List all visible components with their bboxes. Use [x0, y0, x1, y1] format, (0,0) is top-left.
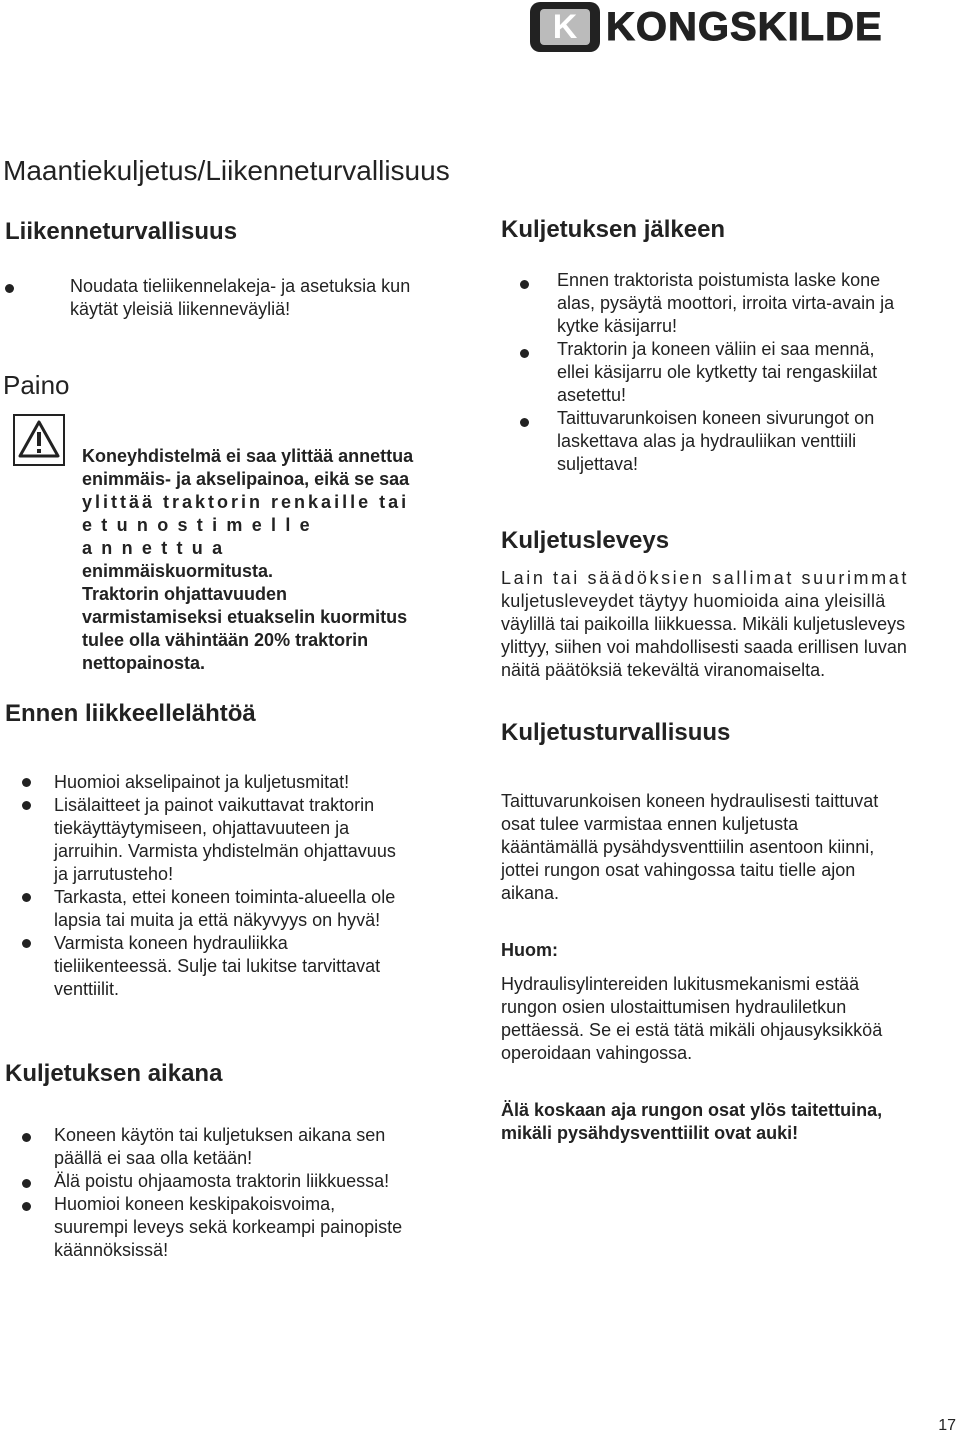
text-line: tiekäyttäytymiseen, ohjattavuuteen ja — [54, 818, 350, 838]
bullet-dot — [22, 778, 31, 787]
text-line: asetettu! — [557, 385, 627, 405]
text-line: lapsia tai muita ja että näkyvyys on hyvä! — [54, 910, 381, 930]
text-line: varmistamiseksi etuakselin kuormitus — [82, 607, 408, 627]
kongskilde-logo — [530, 2, 950, 52]
heading-paino: Paino — [3, 370, 70, 400]
list-item: Traktorin ja koneen väliin ei saa mennä, — [557, 339, 875, 359]
text-line: laskettava alas ja hydrauliikan venttiili — [557, 431, 857, 451]
text-line: käännöksissä! — [54, 1240, 169, 1260]
list-item: Taittuvarunkoisen koneen sivurungot on — [557, 408, 875, 428]
text-line — [82, 491, 457, 514]
text-line: käytät yleisiä liikenneväyliä! — [70, 299, 291, 319]
text-line: nettopainosta. — [82, 653, 206, 673]
heading-kuljetusturvallisuus: Kuljetusturvallisuus — [501, 719, 731, 746]
text-line: suljettava! — [557, 454, 639, 474]
bullet-dot — [520, 418, 529, 427]
text-line: kääntämällä pysähdysventtiilin asentoon kiinni, — [501, 837, 875, 857]
text-line: ellei käsijarru ole kytketty tai rengaskiilat — [557, 362, 878, 382]
text-line: Noudata tieliikennelakeja- ja asetuksia kun — [70, 276, 411, 296]
logo-mark — [530, 2, 600, 52]
weight-warning-text — [82, 445, 457, 675]
bullet-dot — [22, 1202, 31, 1211]
list-item — [70, 275, 410, 321]
transport-warning — [501, 1099, 882, 1145]
text-line: etunostimelle annettua — [82, 515, 319, 558]
text-line: tulee olla vähintään 20% traktorin — [82, 630, 369, 650]
text-line: Älä koskaan aja rungon osat ylös taitettuina, — [501, 1100, 883, 1120]
bullet-dot — [22, 1133, 31, 1142]
text-line: väylillä tai paikoilla liikkuessa. Mikäli kuljetusleveys — [501, 614, 906, 634]
text-line: kytke käsijarru! — [557, 316, 678, 336]
text-span: ylittää traktorin renkaille tai — [82, 492, 410, 512]
list — [557, 269, 894, 476]
heading-ennen-liikkeellelahtoa: Ennen liikkeellelähtöä — [5, 700, 256, 727]
text-line: Koneyhdistelmä ei saa ylittää annettua — [82, 446, 414, 466]
bullet-dot — [22, 801, 31, 810]
bullet-dot — [520, 280, 529, 289]
text-line: suurempi leveys sekä korkeampi painopiste — [54, 1217, 403, 1237]
warning-triangle-icon — [13, 414, 65, 466]
bullet-dot — [22, 1179, 31, 1188]
list-item: Huomioi koneen keskipakoisvoima, — [54, 1194, 336, 1214]
bullet-dot — [22, 939, 31, 948]
list-item: Älä poistu ohjaamosta traktorin liikkuessa! — [54, 1171, 390, 1191]
page-title: Maantiekuljetus/Liikenneturvallisuus — [3, 155, 450, 186]
text-line: osat tulee varmistaa ennen kuljetusta — [501, 814, 799, 834]
list-item: Huomioi akselipainot ja kuljetusmitat! — [54, 772, 350, 792]
bullet-dot — [5, 284, 14, 293]
note-label: Huom: — [501, 940, 558, 960]
list-item — [54, 1124, 456, 1147]
heading-kuljetusleveys: Kuljetusleveys — [501, 527, 670, 554]
list-item: Lisälaitteet ja painot vaikuttavat traktorin — [54, 795, 375, 815]
text-line: näitä päätöksiä tekevältä viranomaiselta. — [501, 660, 826, 680]
logo-letter: K — [540, 9, 590, 45]
text-line: Lain tai säädöksien sallimat suurimmat — [501, 568, 909, 588]
text-line: jottei rungon osat vahingossa taitu tielle ajon — [501, 860, 856, 880]
text-line: Traktorin ohjattavuuden — [82, 584, 288, 604]
heading-kuljetuksen-aikana: Kuljetuksen aikana — [5, 1060, 223, 1087]
text-line: jarruihin. Varmista yhdistelmän ohjattavuus — [54, 841, 396, 861]
text-line: ja jarrutusteho! — [54, 864, 174, 884]
bullet-dot — [520, 349, 529, 358]
logo-text: KONGSKILDE — [606, 5, 883, 49]
text-line: mikäli pysähdysventtiilit ovat auki! — [501, 1123, 799, 1143]
text-line: tieliikenteessä. Sulje tai lukitse tarvittavat — [54, 956, 381, 976]
list — [54, 771, 396, 1001]
text-line: venttiilit. — [54, 979, 120, 999]
text-line: aikana. — [501, 883, 560, 903]
text-line: enimmäis- ja akselipainoa, eikä se saa — [82, 469, 410, 489]
text-line: kuljetusleveydet täytyy huomioida aina yleisillä — [501, 591, 886, 611]
list-item: Varmista koneen hydrauliikka — [54, 933, 288, 953]
safety-paragraph — [501, 790, 878, 905]
text-line: päällä ei saa olla ketään! — [54, 1148, 253, 1168]
text-span: Koneen käytön tai kuljetuksen aikana sen — [54, 1125, 386, 1145]
page-number: 17 — [938, 1417, 956, 1434]
text-line: Taittuvarunkoisen koneen hydraulisesti taittuvat — [501, 791, 879, 811]
note-paragraph — [501, 973, 882, 1065]
text-line: pettäessä. Se ei estä tätä mikäli ohjausyksikköä — [501, 1020, 883, 1040]
list-item: Tarkasta, ettei koneen toiminta-alueella ole — [54, 887, 396, 907]
list — [54, 1124, 456, 1262]
text-line: alas, pysäytä moottori, irroita virta-avain ja — [557, 293, 895, 313]
heading-liikenneturvallisuus: Liikenneturvallisuus — [5, 218, 238, 245]
text-line: enimmäiskuormitusta. — [82, 561, 274, 581]
width-paragraph — [501, 567, 953, 682]
text-line: ylittyy, siihen voi mahdollisesti saada erillisen luvan — [501, 637, 907, 657]
list-item: Ennen traktorista poistumista laske kone — [557, 270, 881, 290]
heading-kuljetuksen-jalkeen: Kuljetuksen jälkeen — [501, 216, 726, 243]
bullet-dot — [22, 893, 31, 902]
text-line: Hydraulisylintereiden lukitusmekanismi estää — [501, 974, 860, 994]
text-line: rungon osien ulostaittumisen hydrauliletkun — [501, 997, 847, 1017]
text-line: operoidaan vahingossa. — [501, 1043, 693, 1063]
